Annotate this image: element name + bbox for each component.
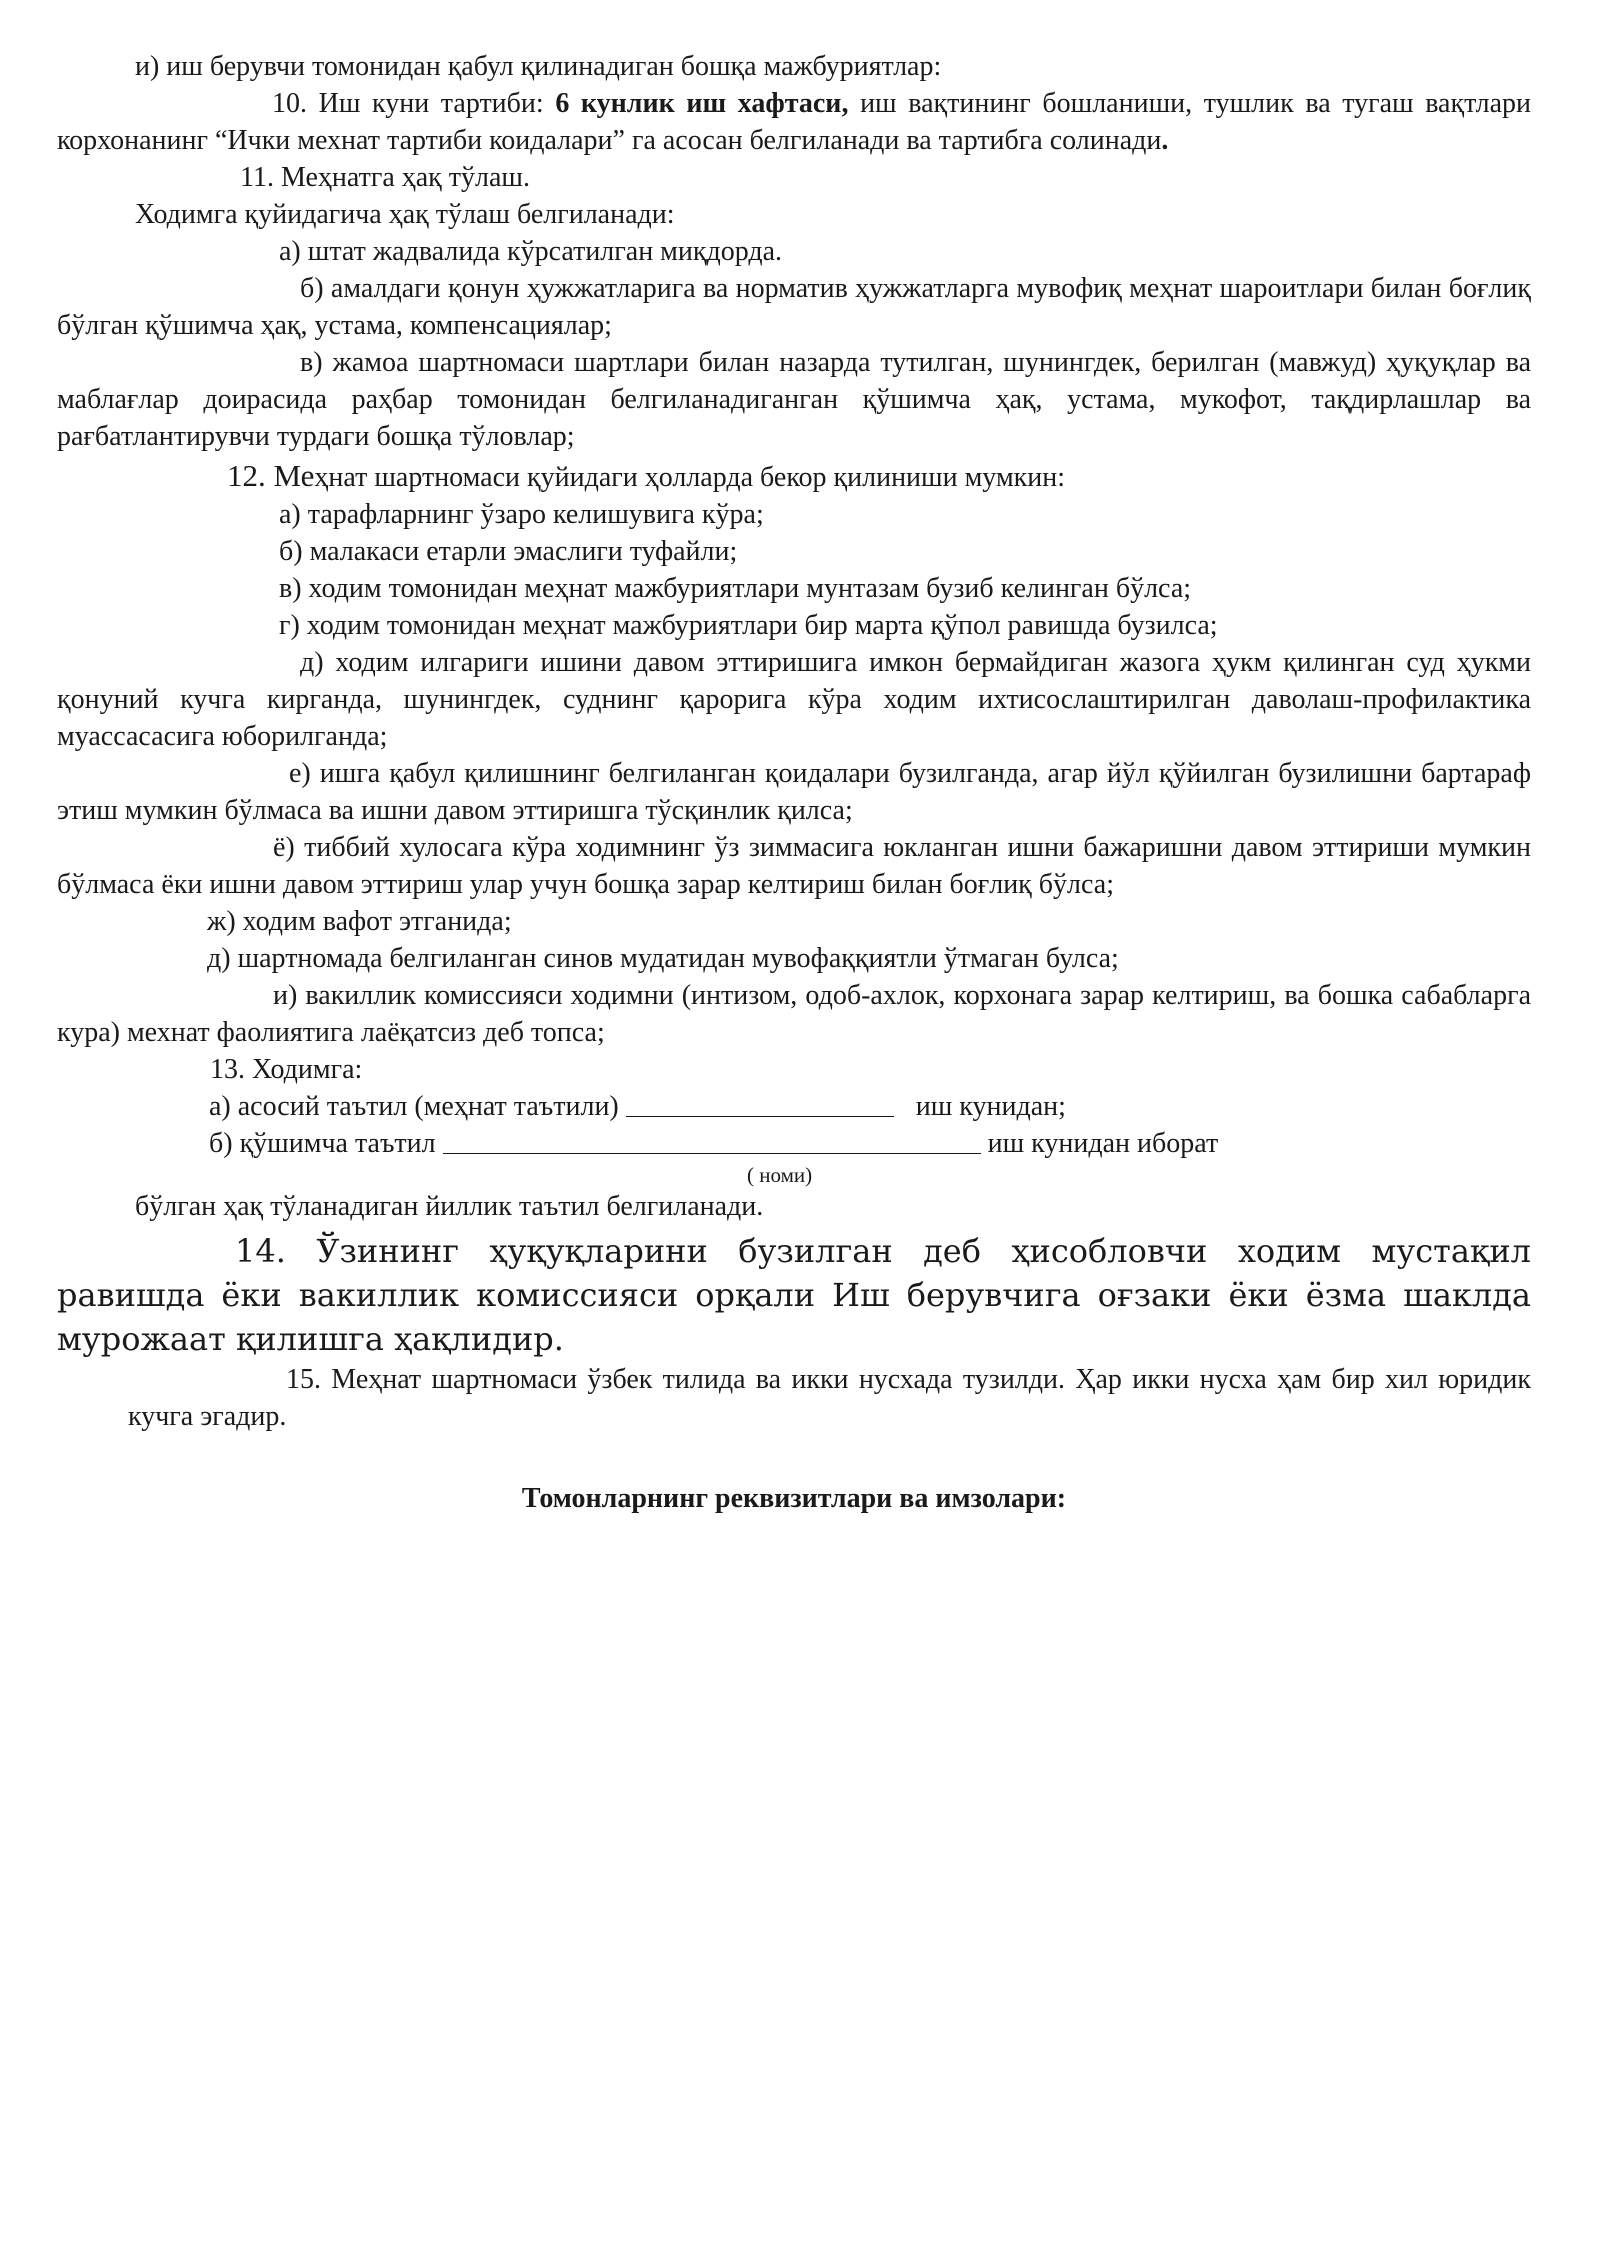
paragraph-15: 15. Меҳнат шартномаси ўзбек тилида ва икки нусхада тузилди. Ҳар икки нусха ҳам бир хил юридик кучга эгадир. <box>128 1364 1531 1432</box>
extra-leave-blank[interactable] <box>443 1125 981 1154</box>
paragraph-14: 14. Ўзининг ҳуқуқларини бузилган деб ҳисобловчи ходим мустақил равишда ёки вакиллик комиссияси орқали Иш берувчига оғзаки ёки ёзма шаклда мурожаат қилишга ҳақлидир. <box>57 1232 1531 1358</box>
paragraph-11-a: а) штат жадвалида кўрсатилган миқдорда. <box>279 236 783 267</box>
paragraph-12-d: д) ходим илгариги ишини давом эттиришига имкон бермайдиган жазога ҳукм қилинган суд ҳукми қонуний кучга кирганда, шунингдек, суднинг қарорига кўра ходим ихтисослаштирилган даволаш-профилактика муассасасига юборилганда; <box>57 647 1531 752</box>
paragraph-12-yo: ё) тиббий хулосага кўра ходимнинг ўз зиммасига юкланган ишни бажаришни давом эттириши мумкин бўлмаса ёки ишни давом эттириш улар учун бошқа зарар келтириш билан боғлиқ бўлса; <box>57 832 1531 900</box>
paragraph-13-end: бўлган ҳақ тўланадиган йиллик таътил белгиланади. <box>135 1191 764 1222</box>
paragraph-12-rest: ҳнат шартномаси қуйидаги ҳолларда бекор қилиниши мумкин: <box>314 462 1066 493</box>
paragraph-13-a <box>57 1088 1531 1125</box>
paragraph-13-a-start: а) асосий таътил (меҳнат таътили) <box>209 1091 626 1122</box>
paragraph-12-number: 12. Ме <box>227 458 315 493</box>
paragraph-13-b-start: б) қўшимча таътил <box>209 1128 443 1159</box>
paragraph-11-intro: Ходимга қуйидагича ҳақ тўлаш белгиланади: <box>135 199 675 230</box>
paragraph-10-start: 10. Иш куни тартиби: <box>272 88 556 119</box>
paragraph-13-b-end: иш кунидан иборат <box>980 1128 1219 1159</box>
paragraph-12-g: г) ходим томонидан меҳнат мажбуриятлари бир марта қўпол равишда бузилса; <box>279 610 1218 641</box>
paragraph-13-heading: 13. Ходимга: <box>210 1054 363 1085</box>
paragraph-10 <box>57 85 1531 159</box>
paragraph-10-bold: 6 кунлик иш хафтаси, <box>555 88 849 119</box>
paragraph-10-rest: иш вақтининг бошланиши, тушлик ва тугаш вақтлари корхонанинг “Ички мехнат тартиби коидалари” га асосан белгиланади ва тартибга солинади <box>57 88 1532 156</box>
paragraph-12-a: а) тарафларнинг ўзаро келишувига кўра; <box>279 499 764 530</box>
paragraph-11-b: б) амалдаги қонун ҳужжатларига ва норматив ҳужжатларга мувофиқ меҳнат шароитлари билан боғлиқ бўлган қўшимча ҳақ, устама, компенсациялар; <box>57 273 1531 341</box>
leave-days-blank[interactable] <box>626 1088 894 1117</box>
paragraph-12-heading <box>57 457 1531 496</box>
paragraph-13-b <box>57 1125 1531 1162</box>
paragraph-11-heading: 11. Меҳнатга ҳақ тўлаш. <box>240 162 530 193</box>
paragraph-12-b: б) малакаси етарли эмаслиги туфайли; <box>279 536 738 567</box>
paragraph-12-e: е) ишга қабул қилишнинг белгиланган қоидалари бузилганда, агар йўл қўйилган бузилишни бартараф этиш мумкин бўлмаса ва ишни давом эттиришга тўсқинлик қилса; <box>57 758 1531 826</box>
blank-caption: ( номи) <box>747 1163 813 1187</box>
paragraph-13-a-end: иш кунидан; <box>915 1091 1066 1122</box>
paragraph-9-i: и) иш берувчи томонидан қабул қилинадиган бошқа мажбуриятлар: <box>135 51 942 82</box>
paragraph-12-d2: д) шартномада белгиланган синов мудатидан мувофаққиятли ўтмаган булса; <box>207 943 1119 974</box>
paragraph-12-v: в) ходим томонидан меҳнат мажбуриятлари мунтазам бузиб келинган бўлса; <box>279 573 1192 604</box>
paragraph-12-i: и) вакиллик комиссияси ходимни (интизом, одоб-ахлок, корхонага зарар келтириш, ва бошка сабабларга кура) мехнат фаолиятига лаёқатсиз деб топса; <box>57 980 1531 1048</box>
paragraph-12-zh: ж) ходим вафот этганида; <box>207 906 512 937</box>
signatures-title: Томонларнинг реквизитлари ва имзолари: <box>521 1483 1067 1514</box>
paragraph-10-dot: . <box>1161 125 1169 156</box>
document-page <box>57 48 1531 1517</box>
paragraph-11-v: в) жамоа шартномаси шартлари билан назарда тутилган, шунингдек, берилган (мавжуд) ҳуқуқлар ва маблағлар доирасида раҳбар томонидан белгиланадиганган қўшимча ҳақ, устама, мукофот, тақдирлашлар ва рағбатлантирувчи турдаги бошқа тўловлар; <box>57 347 1531 452</box>
